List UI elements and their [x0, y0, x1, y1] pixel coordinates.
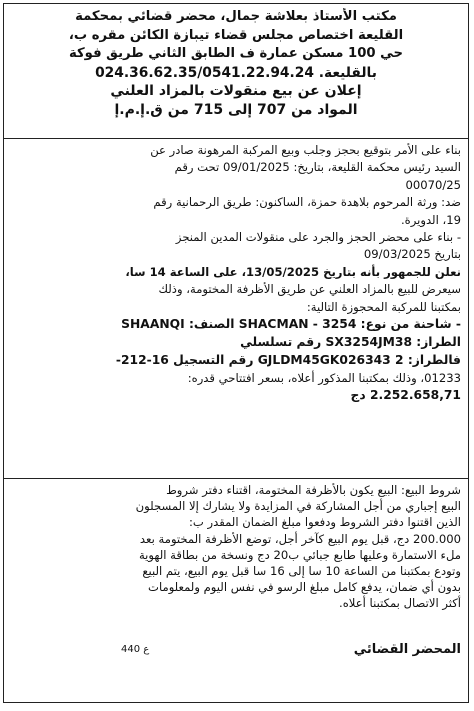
vehicle-vin-line: فالطراز: GJLDM45GK026343 2 رقم التسجيل 16-212- [115, 353, 461, 368]
conditions-line: 200.000 دج، قبل يوم البيع كآخر أجل، توضع الأظرفة المختومة بعد [139, 531, 461, 546]
order-date-line: السيد رئيس محكمة القليعة، بتاريخ: 09/01/2025 تحت رقم [174, 160, 461, 175]
sale-object-line: بمكتبنا للمركبة المحجوزة التالية: [306, 299, 461, 314]
sale-conditions [11, 482, 461, 640]
conditions-line: ملء الاستمارة وعليها طابع جبائي ب20 دج ونسخة من بطاقة الهوية [138, 547, 461, 562]
signature-row [11, 640, 461, 662]
seizure-date-line: بتاريخ 09/03/2025 [363, 247, 461, 262]
header-divider [4, 138, 468, 139]
auction-title: إعلان عن بيع منقولات بالمزاد العلني [110, 83, 362, 99]
vehicle-model-line: الطراز: SX3254JM38 رقم تسلسلي [240, 335, 461, 350]
notice-header [8, 8, 464, 140]
conditions-line: أكثر الاتصال بمكتبنا أعلاه. [339, 596, 461, 611]
defendant-address-line: 19، الدويرة. [400, 212, 461, 227]
order-reference-line: بناء على الأمر بتوقيع بحجز وجلب وبيع المركبة المرهونة صادر عن [150, 143, 461, 157]
opening-price-value: 2.252.658,71 دج [350, 388, 461, 403]
conditions-divider [4, 478, 468, 479]
court-jurisdiction-line: القليعة اختصاص مجلس قضاء تيبازة الكائن مقره ب، [68, 27, 404, 43]
legal-articles-line: المواد من 707 إلى 715 من ق.إ.م.إ [114, 101, 358, 118]
conditions-line: البيع إجباري من أجل المشاركة في المزايدة ولا يشارك إلا المسجلون [135, 499, 461, 514]
notice-body [11, 142, 461, 470]
conditions-line: بدون أي ضمان، يدفع كامل مبلغ الرسو في نفس اليوم ولمعلومات [148, 580, 461, 595]
vehicle-type-line: - شاحنة من نوع: SHACMAN - 3254 الصنف: SHAANQI [121, 317, 461, 332]
notice-reference: ع 440 [121, 644, 150, 655]
conditions-line: وتودع بمكتبنا من الساعة 10 سا إلى 16 سا قبل يوم البيع، يتم البيع [142, 564, 461, 579]
seizure-report-line: - بناء على محضر الحجز والجرد على منقولات المدين المنجز [175, 230, 461, 245]
office-phone-line: بالقليعة. 024.36.62.35/0541.22.94.24 [95, 64, 377, 81]
bailiff-office-line: مكتب الأستاذ بعلاشة جمال، محضر قضائي بمحكمة [75, 9, 397, 24]
conditions-line: شروط البيع: البيع يكون بالأظرفة المختومة، اقتناء دفتر شروط [166, 483, 461, 497]
defendant-line: ضد: ورثة المرحوم بلاهدة حمزة، الساكنون: طريق الرحمانية رقم [153, 195, 461, 210]
bailiff-signature: المحضر القضائي [353, 642, 461, 657]
office-address-line: حي 100 مسكن عمارة ف الطابق الثاني طريق فوكة [69, 46, 403, 61]
conditions-line: الذين اقتنوا دفتر الشروط ودفعوا مبلغ الضمان المقدر ب: [189, 515, 461, 530]
sale-method-line: سيعرض للبيع بالمزاد العلني عن طريق الأظرفة المختومة، وذلك [158, 282, 461, 297]
legal-notice [3, 3, 469, 703]
opening-price-line: 01233، وذلك بمكتبنا المذكور أعلاه، بسعر افتتاحي قدره: [187, 371, 461, 386]
sale-date-line: نعلن للجمهور بأنه بتاريخ 13/05/2025، على الساعة 14 سا، [125, 264, 461, 279]
order-number-line: 00070/25 [405, 177, 461, 192]
